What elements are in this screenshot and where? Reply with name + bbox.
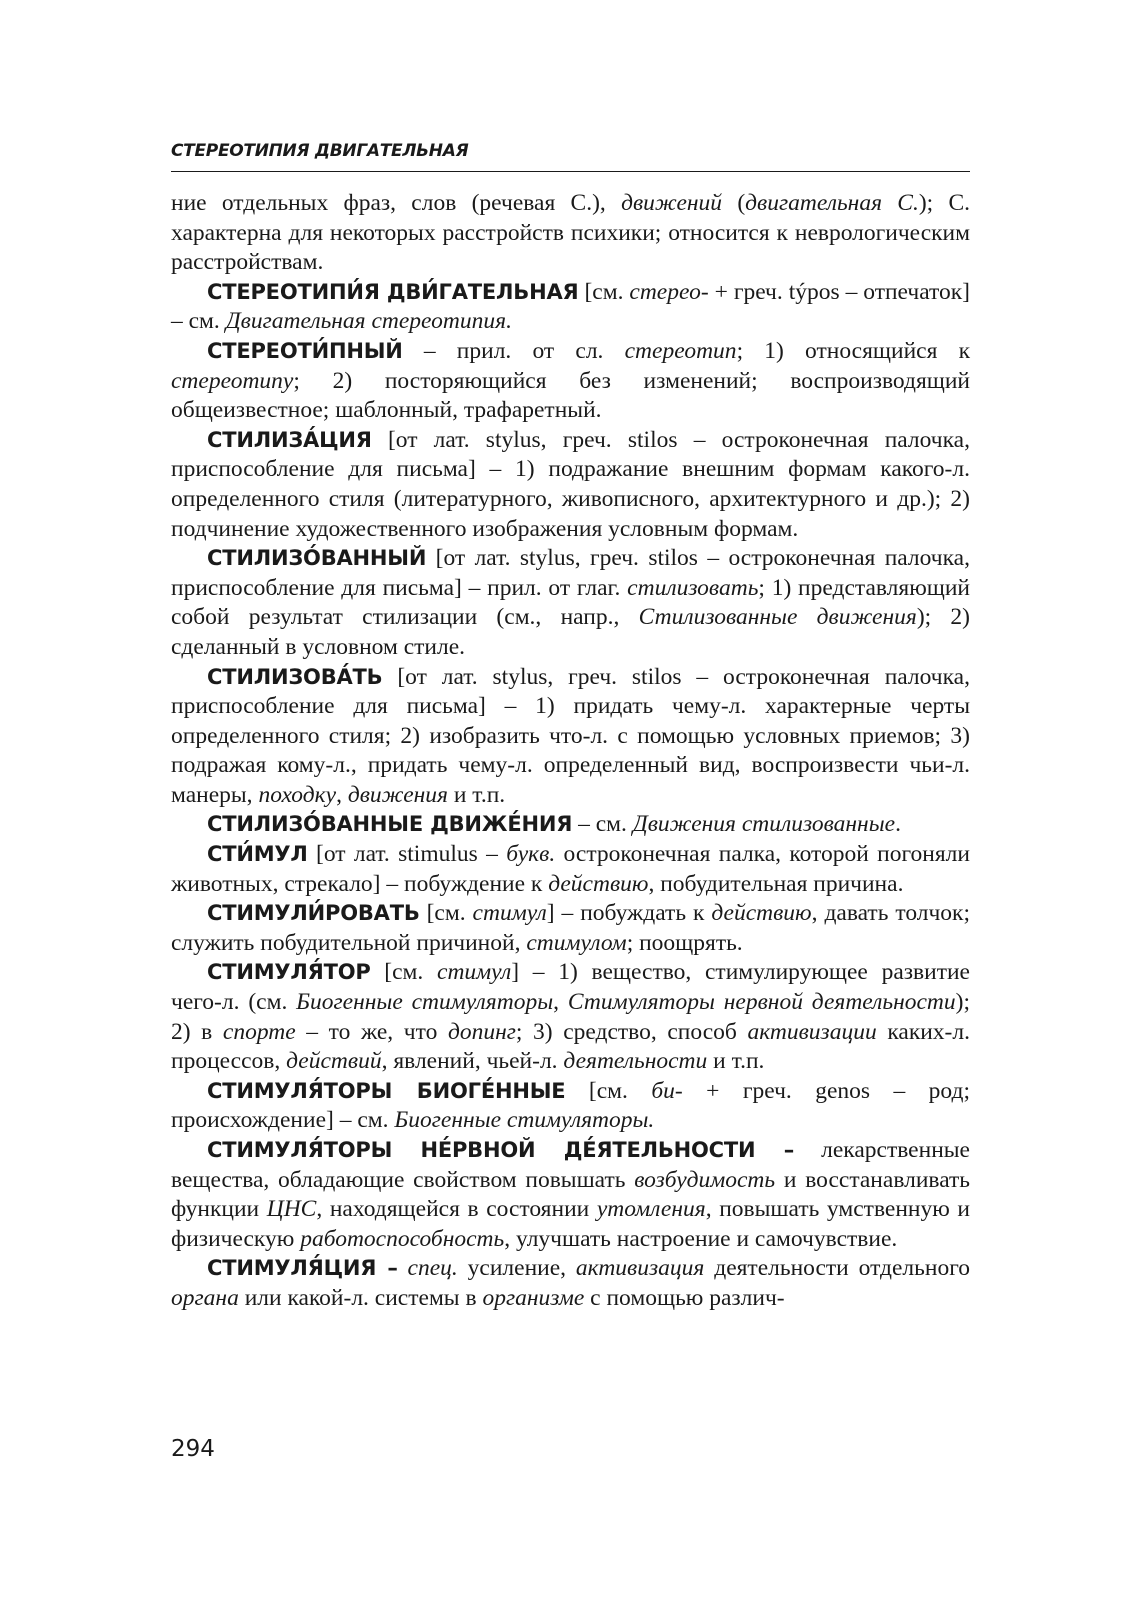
entry-text: + греч. genos – род; происхождение] – см.: [171, 1077, 970, 1134]
entry-headword: СТИМУЛЯ́ТОР: [207, 960, 371, 985]
entry-italic-text: Движения стилизованные: [632, 811, 896, 838]
entry-headword: СТИ́МУЛ: [207, 842, 308, 867]
entry-italic-text: спорте: [222, 1018, 296, 1045]
entry-headword: СТИМУЛЯ́ТОРЫ НЕ́РВНОЙ ДЕ́ЯТЕЛЬНОСТИ –: [207, 1138, 795, 1162]
entry-italic-text: органа: [171, 1284, 239, 1311]
entry-italic-text: стимулом: [526, 929, 627, 956]
entry-text: ] – побуждать к: [546, 900, 712, 927]
dictionary-page: [171, 0, 970, 1601]
entry-italic-text: Двигательная стереотипия.: [225, 308, 512, 335]
entry-headword: СТИЛИЗО́ВАННЫЕ ДВИЖЕ́НИЯ: [207, 812, 573, 837]
entry-headword: СТИМУЛИ́РОВАТЬ: [207, 901, 420, 926]
entry-text: ] – 1) вещество, стимулирующее развитие чего-л. (см.: [171, 959, 970, 1016]
entry-text: ); С. характерна для некоторых расстройств психики; относится к неврологическим расстройствам.: [171, 190, 971, 276]
entry-italic-text: стереотип: [624, 337, 737, 364]
dictionary-entry: [171, 544, 970, 662]
entry-text: и т.п.: [447, 781, 506, 808]
entry-text: ; 2) посторяющийся без изменений; воспроизводящий общеизвестное; шаблонный, трафаретный.: [171, 367, 970, 424]
entry-text: [см.: [578, 278, 630, 305]
entry-text: [от лат. stylus, греч. stilos – остроконечная палочка, приспособление для письма] – прил. от глаг.: [171, 545, 970, 601]
entry-text: [см.: [565, 1077, 652, 1104]
entry-italic-text: Стимуляторы нервной деятельности: [567, 989, 956, 1016]
entry-text: ,: [336, 781, 348, 808]
entry-italic-text: организме: [482, 1284, 585, 1311]
entry-text: , побудительная причина.: [648, 870, 904, 897]
entry-italic-text: букв.: [506, 841, 556, 868]
entry-text: , повышать умственную и физическую: [171, 1196, 970, 1252]
entry-headword: СТЕРЕОТИ́ПНЫЙ: [207, 338, 403, 363]
entry-italic-text: походку: [258, 781, 337, 808]
entry-text: – то же, что: [295, 1018, 448, 1045]
entry-text: лекарственные вещества, обладающие свойством повышать: [171, 1137, 970, 1193]
entry-italic-text: ЦНС: [266, 1196, 317, 1223]
entry-text: ); 2) в: [171, 989, 970, 1045]
entry-text: [от лат. stylus, греч. stilos – остроконечная палочка, приспособление для письма] – 1) подражание внешним формам какого-л. определенного стиля (литературного, живописного, архитектурного и др.); 2) подчинение художественного изображения условным формам.: [171, 426, 970, 542]
entry-italic-text: стимул: [472, 900, 547, 927]
entry-text: [см.: [419, 900, 473, 927]
entry-text: – см.: [572, 811, 633, 838]
entry-italic-text: движения: [347, 781, 448, 808]
entry-text: – прил. от сл.: [402, 337, 625, 364]
entry-continuation: [171, 189, 970, 278]
entry-text: и восстанавливать функции: [171, 1166, 971, 1223]
entry-text: , явлений, чьей-л.: [381, 1048, 564, 1075]
page-number: 294: [171, 1436, 215, 1462]
entry-text: ; 1) относящийся к: [736, 337, 971, 364]
entry-italic-text: Стилизованные движения: [638, 604, 917, 631]
entry-text: усиление,: [457, 1255, 576, 1282]
entry-text: (: [722, 190, 746, 216]
entry-text: + греч. týpos – отпечаток] – см.: [171, 278, 970, 335]
entry-text: каких-л. процессов,: [171, 1018, 970, 1075]
dictionary-entry: [171, 1136, 970, 1254]
dictionary-entry: [171, 663, 970, 811]
entry-italic-text: действию: [548, 870, 649, 897]
entry-headword: СТИЛИЗА́ЦИЯ: [207, 427, 372, 452]
entry-italic-text: действию: [711, 900, 812, 927]
dictionary-entry: [171, 899, 970, 958]
entry-text: .: [895, 811, 901, 838]
entry-italic-text: допинг: [447, 1018, 516, 1045]
entry-italic-text: стилизовать: [627, 574, 759, 601]
entry-italic-text: активизации: [747, 1018, 877, 1045]
entry-italic-text: активизация: [575, 1255, 705, 1282]
entry-italic-text: утомления: [596, 1196, 706, 1223]
entry-headword: СТИЛИЗОВА́ТЬ: [207, 664, 383, 689]
entry-text: остроконечная палка, которой погоняли животных, стрекало] – побуждение к: [171, 841, 970, 897]
entry-italic-text: возбудимость: [634, 1166, 776, 1193]
dictionary-entry: [171, 426, 970, 544]
dictionary-entry: [171, 1077, 970, 1136]
entry-italic-text: деятельности: [563, 1048, 708, 1075]
entry-text: или какой-л. системы в: [238, 1284, 483, 1311]
entry-headword: СТЕРЕОТИПИ́Я ДВИ́ГАТЕЛЬНАЯ: [207, 279, 579, 304]
entry-text: ; поощрять.: [626, 929, 743, 956]
entry-text: ; 3) средство, способ: [515, 1018, 748, 1045]
dictionary-entry: [171, 958, 970, 1076]
entry-text: [398, 1255, 408, 1281]
entry-text: [от лат. stylus, греч. stilos – остроконечная палочка, приспособление для письма] – 1) придать чему-л. характерные черты определенного стиля; 2) изобразить что-л. с помощью условных приемов; 3) подражая кому-л., придать чему-л. определенный вид, воспроизвести чьи-л. манеры,: [171, 663, 970, 808]
entry-text: ; 1) представляющий собой результат стилизации (см., напр.,: [171, 574, 970, 631]
entry-text: с помощью различ-: [584, 1284, 785, 1311]
entry-italic-text: работоспособность: [300, 1225, 505, 1252]
entry-italic-text: движений: [621, 190, 723, 216]
dictionary-entry: [171, 337, 970, 426]
entry-text: [см.: [370, 959, 438, 986]
entry-text: , давать толчок; служить побудительной причиной,: [171, 900, 971, 956]
entry-italic-text: двигательная С.: [745, 190, 919, 216]
entry-italic-text: стереотипу: [171, 367, 294, 394]
entry-text: деятельности отдельного: [704, 1255, 970, 1282]
entry-italic-text: Биогенные стимуляторы.: [394, 1107, 655, 1134]
entry-headword: СТИМУЛЯ́ТОРЫ БИОГЕ́ННЫЕ: [207, 1078, 566, 1103]
dictionary-entry: [171, 278, 970, 337]
entry-text: и т.п.: [707, 1048, 765, 1075]
running-head: СТЕРЕОТИПИЯ ДВИГАТЕЛЬНАЯ: [171, 141, 469, 161]
entry-italic-text: стимул: [437, 959, 512, 986]
entry-italic-text: спец.: [407, 1255, 458, 1282]
dictionary-entry: [171, 840, 970, 899]
entry-text: , улучшать настроение и самочувствие.: [504, 1225, 898, 1252]
header-rule: [171, 171, 970, 172]
dictionary-entry: [171, 810, 970, 840]
entries-body: [171, 189, 970, 1314]
entry-text: [от лат. stimulus –: [307, 841, 507, 868]
entry-italic-text: Биогенные стимуляторы: [296, 989, 554, 1016]
dictionary-entry: [171, 1254, 970, 1313]
entry-text: , находящейся в состоянии: [316, 1196, 597, 1223]
entry-headword: СТИЛИЗО́ВАННЫЙ: [207, 546, 427, 571]
entry-italic-text: стерео-: [629, 278, 709, 305]
entry-text: ,: [553, 989, 568, 1016]
entry-headword: СТИМУЛЯ́ЦИЯ –: [207, 1256, 398, 1281]
entry-text: ние отдельных фраз, слов (речевая С.),: [171, 190, 622, 216]
entry-italic-text: действий: [286, 1048, 382, 1075]
entry-text: ); 2) сделанный в условном стиле.: [171, 604, 971, 660]
entry-italic-text: би-: [651, 1077, 683, 1104]
